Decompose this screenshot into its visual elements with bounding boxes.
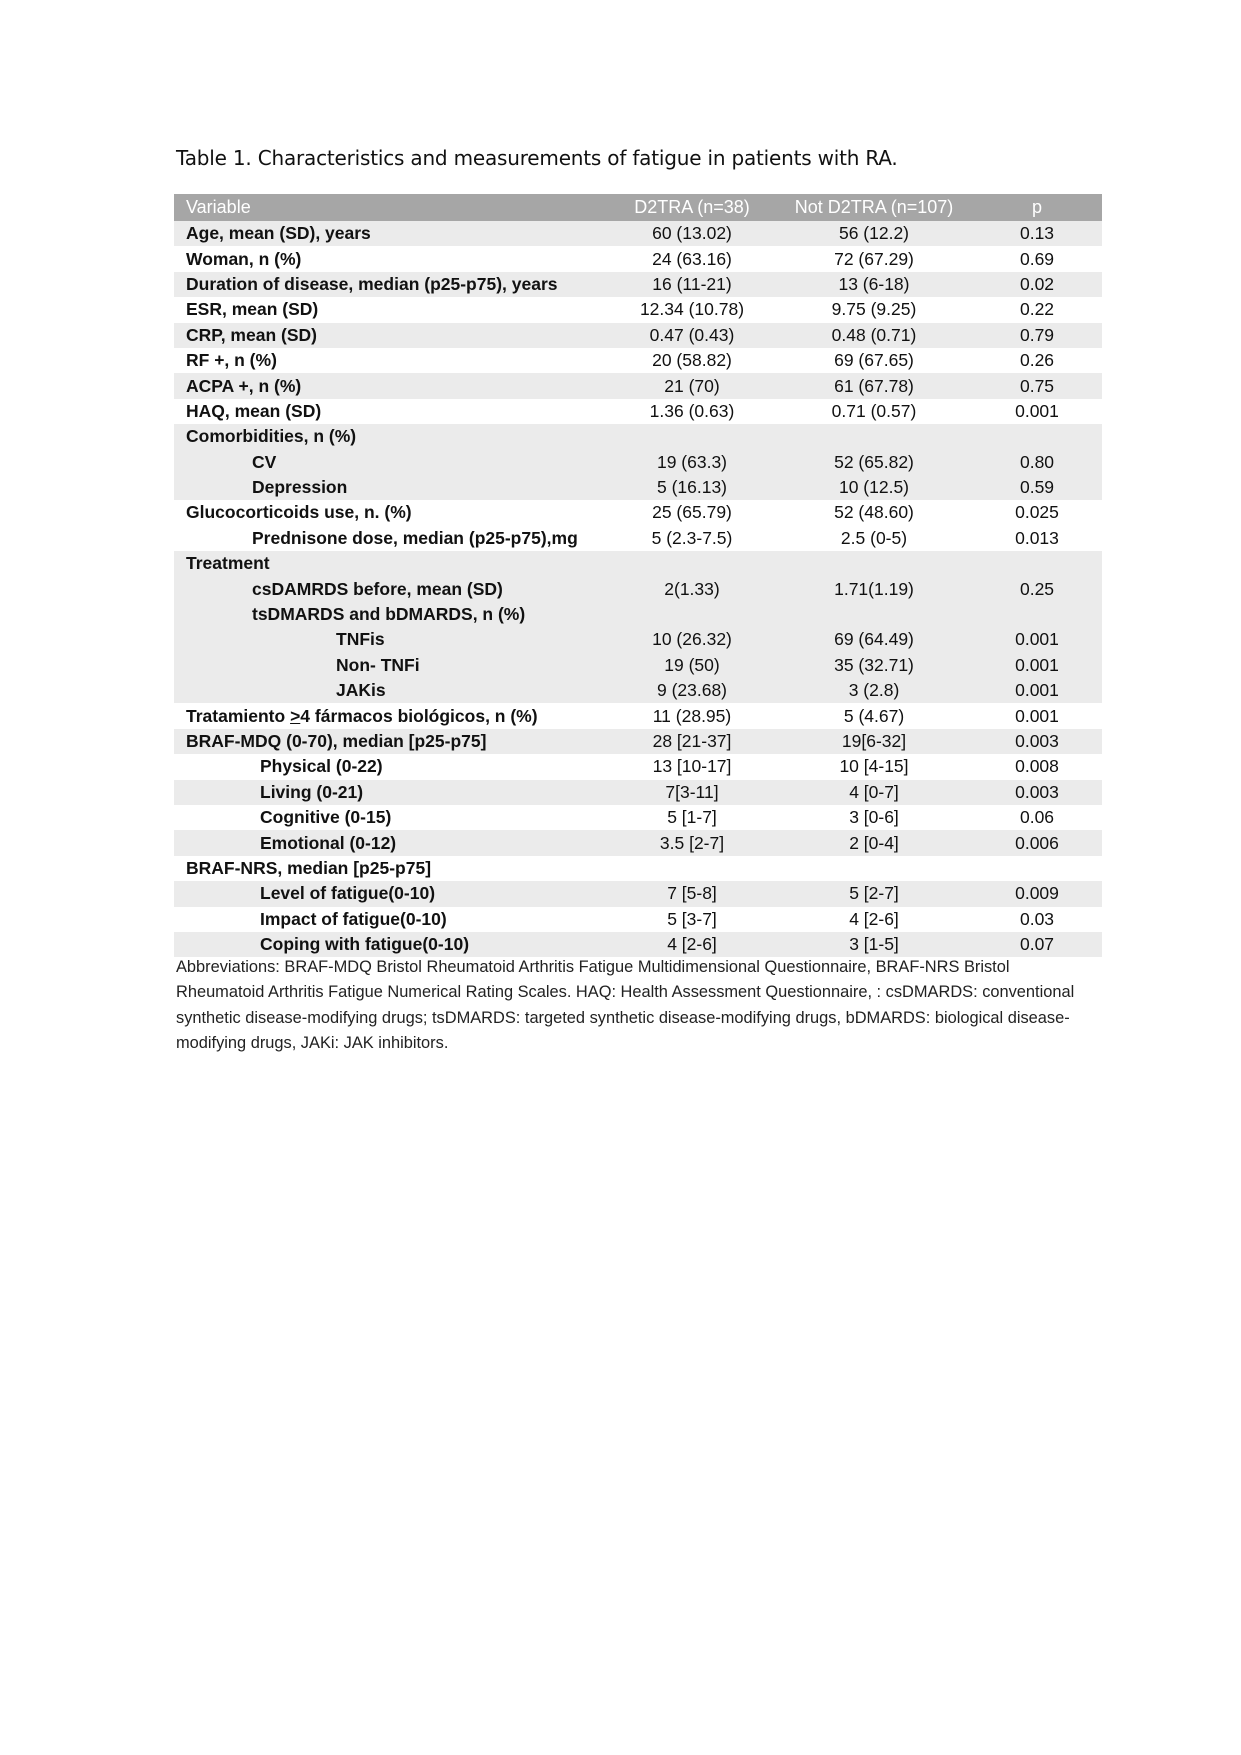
- row-label: ACPA +, n (%): [174, 373, 608, 398]
- cell-p: 0.75: [972, 373, 1102, 398]
- table-row: [174, 373, 1102, 398]
- cell-p: 0.79: [972, 323, 1102, 348]
- row-label: Prednisone dose, median (p25-p75),mg: [252, 527, 578, 548]
- cell-not-d2tra: 0.48 (0.71): [776, 323, 972, 348]
- cell-d2tra: [608, 424, 776, 449]
- cell-p: 0.80: [972, 450, 1102, 475]
- table-row: [174, 653, 1102, 678]
- cell-d2tra: 7[3-11]: [608, 780, 776, 805]
- cell-not-d2tra: 72 (67.29): [834, 248, 914, 269]
- cell-d2tra: 4 [2-6]: [608, 932, 776, 957]
- cell-p: 0.006: [972, 830, 1102, 855]
- header-not-d2tra: Not D2TRA (n=107): [776, 194, 972, 221]
- row-label: Non- TNFi: [174, 653, 608, 678]
- cell-d2tra: [608, 602, 776, 627]
- cell-not-d2tra: 3 (2.8): [776, 678, 972, 703]
- table-row: [174, 221, 1102, 246]
- table-row: [174, 475, 1102, 500]
- row-label: JAKis: [174, 678, 608, 703]
- row-label-prefix: Tratamiento: [186, 705, 291, 726]
- table-row: [174, 907, 1102, 932]
- cell-not-d2tra: 4 [0-7]: [776, 780, 972, 805]
- cell-not-d2tra: 1.71(1.19): [776, 576, 972, 601]
- cell-p: 0.03: [1019, 908, 1055, 929]
- greater-equal-symbol: >: [290, 705, 301, 726]
- cell-not-d2tra: [776, 856, 972, 881]
- cell-p: 0.025: [1015, 502, 1059, 523]
- header-variable: Variable: [174, 194, 608, 221]
- cell-d2tra: 25 (65.79): [652, 502, 732, 523]
- cell-d2tra: 5 (16.13): [608, 475, 776, 500]
- table-row: [174, 526, 1102, 551]
- table-row: [174, 424, 1102, 449]
- row-label: BRAF-NRS, median [p25-p75]: [186, 857, 432, 878]
- row-label: TNFis: [174, 627, 608, 652]
- row-label: CRP, mean (SD): [174, 323, 608, 348]
- cell-p: 0.003: [972, 780, 1102, 805]
- row-label: Glucocorticoids use, n. (%): [186, 502, 412, 523]
- table-row: [174, 272, 1102, 297]
- table-row: [174, 830, 1102, 855]
- cell-not-d2tra: 69 (64.49): [776, 627, 972, 652]
- cell-d2tra: 13 [10-17]: [652, 756, 732, 777]
- cell-d2tra: 21 (70): [608, 373, 776, 398]
- cell-d2tra: 60 (13.02): [608, 221, 776, 246]
- row-label: Depression: [174, 475, 608, 500]
- cell-p: [972, 602, 1102, 627]
- cell-d2tra: 12.34 (10.78): [639, 299, 745, 320]
- row-label: Age, mean (SD), years: [174, 221, 608, 246]
- row-label-suffix: 4 fármacos biológicos, n (%): [300, 705, 538, 726]
- cell-not-d2tra: 3 [1-5]: [776, 932, 972, 957]
- cell-d2tra: [608, 551, 776, 576]
- header-p: p: [972, 194, 1102, 221]
- cell-p: 0.001: [1015, 400, 1059, 421]
- cell-not-d2tra: 35 (32.71): [776, 653, 972, 678]
- cell-d2tra: 3.5 [2-7]: [608, 830, 776, 855]
- table-row: [174, 754, 1102, 779]
- abbreviations-footnote: Abbreviations: BRAF-MDQ Bristol Rheumatoid Arthritis Fatigue Multidimensional Questionnaire, BRAF-NRS Bristol Rheumatoid Arthritis Fatigue Numerical Rating Scales. HAQ: Health Assessment Questionnaire, : csDMARDS: conventional synthetic disease-modifying drugs; tsDMARDS: targeted synthetic disease-modifying drugs, bDMARDS: biological disease-modifying drugs, JAKi: JAK inhibitors.: [176, 958, 1075, 1052]
- table-row: [174, 856, 1102, 881]
- cell-d2tra: 7 [5-8]: [608, 881, 776, 906]
- row-label: Emotional (0-12): [174, 830, 608, 855]
- cell-d2tra: 19 (63.3): [608, 450, 776, 475]
- row-label: Woman, n (%): [186, 248, 302, 269]
- table-row: [174, 932, 1102, 957]
- cell-d2tra: 5 [1-7]: [667, 807, 717, 828]
- row-label: ESR, mean (SD): [186, 299, 319, 320]
- cell-d2tra: [608, 856, 776, 881]
- cell-d2tra: 5 (2.3-7.5): [651, 527, 733, 548]
- cell-not-d2tra: 10 (12.5): [776, 475, 972, 500]
- table-row: [174, 450, 1102, 475]
- cell-d2tra: 1.36 (0.63): [649, 400, 735, 421]
- cell-not-d2tra: 52 (65.82): [776, 450, 972, 475]
- cell-p: [972, 424, 1102, 449]
- cell-d2tra: 10 (26.32): [608, 627, 776, 652]
- row-label: Physical (0-22): [260, 756, 383, 777]
- header-d2tra: D2TRA (n=38): [608, 194, 776, 221]
- cell-d2tra: 2(1.33): [608, 576, 776, 601]
- cell-not-d2tra: 9.75 (9.25): [831, 299, 917, 320]
- table-row: [174, 348, 1102, 373]
- row-label: Impact of fatigue(0-10): [260, 908, 447, 929]
- table-row: [174, 297, 1102, 322]
- cell-p: 0.001: [972, 678, 1102, 703]
- cell-not-d2tra: 2.5 (0-5): [840, 527, 908, 548]
- cell-d2tra: 11 (28.95): [652, 705, 732, 726]
- row-label: RF +, n (%): [186, 350, 277, 371]
- table-row: [174, 576, 1102, 601]
- cell-d2tra: 0.47 (0.43): [608, 323, 776, 348]
- cell-p: 0.003: [972, 729, 1102, 754]
- cell-not-d2tra: 5 (4.67): [843, 705, 905, 726]
- row-label: Coping with fatigue(0-10): [174, 932, 608, 957]
- cell-not-d2tra: [776, 424, 972, 449]
- cell-p: 0.001: [972, 627, 1102, 652]
- cell-not-d2tra: [776, 551, 972, 576]
- row-label: tsDMARDS and bDMARDS, n (%): [174, 602, 608, 627]
- cell-p: [972, 856, 1102, 881]
- table-row: [174, 881, 1102, 906]
- cell-p: [972, 551, 1102, 576]
- table-caption: Table 1. Characteristics and measurements of fatigue in patients with RA.: [176, 146, 898, 170]
- cell-d2tra: 28 [21-37]: [608, 729, 776, 754]
- cell-not-d2tra: 52 (48.60): [834, 502, 914, 523]
- cell-p: 0.001: [972, 653, 1102, 678]
- row-label: CV: [174, 450, 608, 475]
- table-row: [174, 323, 1102, 348]
- cell-p: 0.008: [1015, 756, 1059, 777]
- cell-p: 0.69: [1019, 248, 1055, 269]
- cell-d2tra: 24 (63.16): [652, 248, 732, 269]
- row-label: BRAF-MDQ (0-70), median [p25-p75]: [174, 729, 608, 754]
- cell-not-d2tra: 4 [2-6]: [849, 908, 899, 929]
- table-row: [174, 627, 1102, 652]
- row-label: Duration of disease, median (p25-p75), years: [174, 272, 608, 297]
- cell-p: 0.59: [972, 475, 1102, 500]
- table-row: [174, 805, 1102, 830]
- cell-p: 0.02: [972, 272, 1102, 297]
- row-label: Treatment: [174, 551, 608, 576]
- table-row: [174, 602, 1102, 627]
- table-row: [174, 703, 1102, 728]
- table-header-row: [174, 194, 1102, 221]
- table-row: [174, 678, 1102, 703]
- table-row: [174, 500, 1102, 525]
- cell-not-d2tra: 0.71 (0.57): [831, 400, 917, 421]
- cell-d2tra: 19 (50): [608, 653, 776, 678]
- row-label: [174, 703, 608, 728]
- cell-d2tra: 20 (58.82): [652, 350, 732, 371]
- cell-p: 0.07: [972, 932, 1102, 957]
- row-label: Level of fatigue(0-10): [174, 881, 608, 906]
- cell-p: 0.009: [972, 881, 1102, 906]
- cell-not-d2tra: 10 [4-15]: [839, 756, 909, 777]
- row-label: Cognitive (0-15): [260, 807, 392, 828]
- cell-p: 0.26: [1019, 350, 1055, 371]
- cell-not-d2tra: 3 [0-6]: [849, 807, 899, 828]
- cell-p: 0.25: [972, 576, 1102, 601]
- cell-d2tra: 9 (23.68): [608, 678, 776, 703]
- cell-not-d2tra: 56 (12.2): [776, 221, 972, 246]
- row-label: Living (0-21): [174, 780, 608, 805]
- cell-not-d2tra: [776, 602, 972, 627]
- cell-p: 0.22: [1019, 299, 1055, 320]
- table-row: [174, 246, 1102, 271]
- cell-not-d2tra: 2 [0-4]: [776, 830, 972, 855]
- cell-not-d2tra: 61 (67.78): [776, 373, 972, 398]
- cell-not-d2tra: 5 [2-7]: [776, 881, 972, 906]
- row-label: csDAMRDS before, mean (SD): [174, 576, 608, 601]
- cell-p: 0.013: [1015, 527, 1059, 548]
- cell-not-d2tra: 13 (6-18): [776, 272, 972, 297]
- cell-p: 0.06: [1019, 807, 1055, 828]
- cell-p: 0.13: [972, 221, 1102, 246]
- row-label: HAQ, mean (SD): [186, 400, 322, 421]
- cell-p: 0.001: [1015, 705, 1059, 726]
- table-row: [174, 399, 1102, 424]
- cell-not-d2tra: 19[6-32]: [776, 729, 972, 754]
- table-row: [174, 551, 1102, 576]
- characteristics-table: [174, 194, 1102, 957]
- table-row: [174, 729, 1102, 754]
- cell-d2tra: 16 (11-21): [608, 272, 776, 297]
- cell-d2tra: 5 [3-7]: [667, 908, 717, 929]
- table-row: [174, 780, 1102, 805]
- row-label: Comorbidities, n (%): [174, 424, 608, 449]
- cell-not-d2tra: 69 (67.65): [834, 350, 914, 371]
